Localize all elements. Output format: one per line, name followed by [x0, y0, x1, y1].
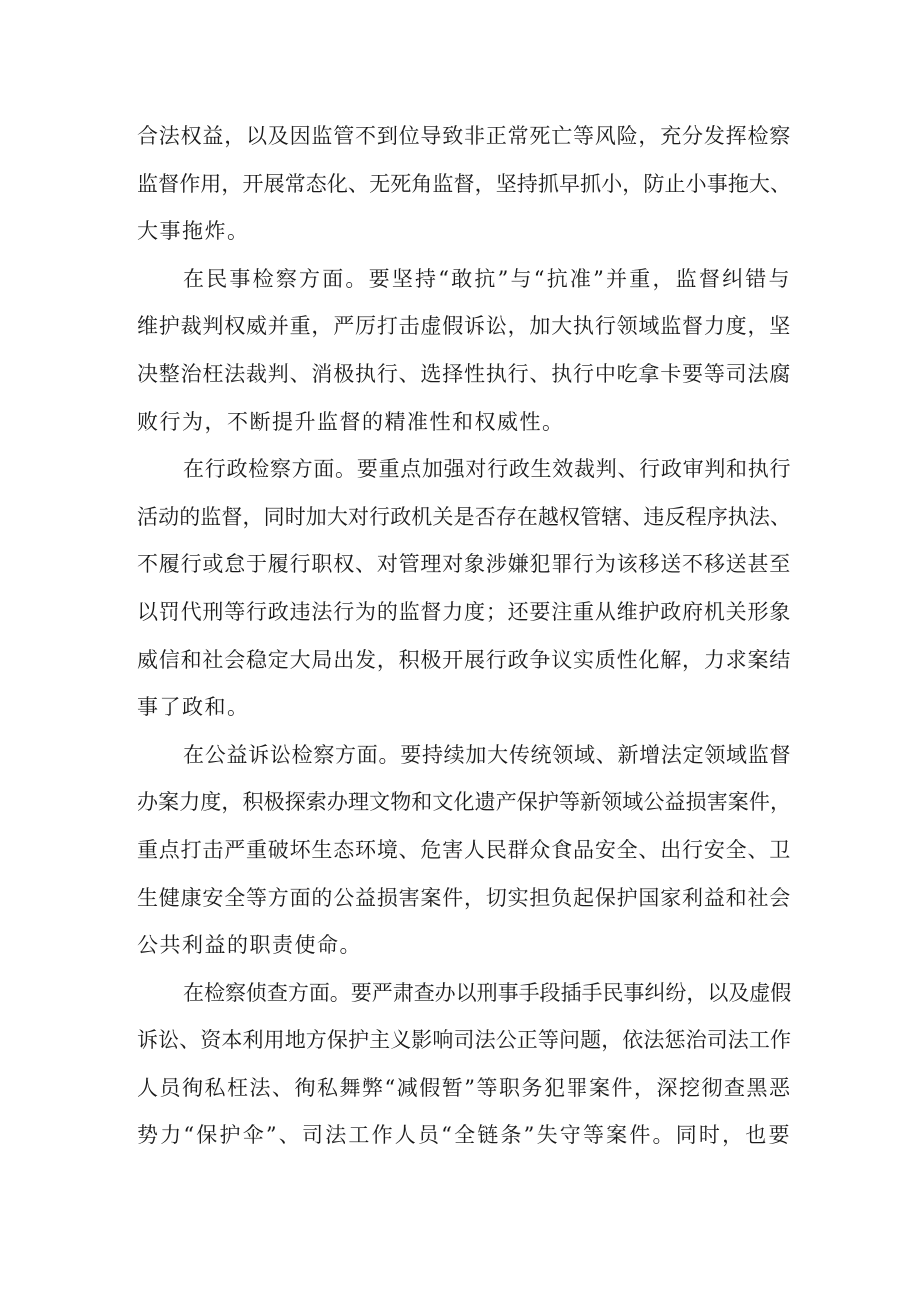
- text-line: 在民事检察方面。要坚持“敢抗”与“抗准”并重，监督纠错与: [183, 266, 791, 291]
- text-line: 在公益诉讼检察方面。要持续加大传统领域、新增法定领域监督: [183, 742, 791, 767]
- paragraph-1: [137, 113, 791, 256]
- text-line: 维护裁判权威并重，严厉打击虚假诉讼，加大执行领域监督力度，坚: [137, 314, 791, 339]
- text-line: 生健康安全等方面的公益损害案件，切实担负起保护国家利益和社会: [137, 885, 791, 910]
- text-line: 决整治枉法裁判、消极执行、选择性执行、执行中吃拿卡要等司法腐: [137, 361, 791, 386]
- text-line: 公共利益的职责使命。: [137, 933, 362, 958]
- text-line: 重点打击严重破坏生态环境、危害人民群众食品安全、出行安全、卫: [137, 837, 791, 862]
- text-line: 人员徇私枉法、徇私舞弊“减假暂”等职务犯罪案件，深挖彻查黑恶: [137, 1075, 792, 1100]
- text-line: 监督作用，开展常态化、无死角监督，坚持抓早抓小，防止小事拖大、: [137, 171, 791, 196]
- paragraph-procuratorial-investigation: [137, 970, 791, 1160]
- text-line: 败行为，不断提升监督的精准性和权威性。: [137, 409, 565, 434]
- text-line: 在检察侦查方面。要严肃查办以刑事手段插手民事纠纷，以及虚假: [183, 980, 791, 1005]
- text-line: 在行政检察方面。要重点加强对行政生效裁判、行政审判和执行: [183, 457, 791, 482]
- text-line: 不履行或怠于履行职权、对管理对象涉嫌犯罪行为该移送不移送甚至: [137, 552, 791, 577]
- paragraph-civil-procuratorate: [137, 256, 791, 446]
- text-line: 事了政和。: [137, 695, 250, 720]
- text-line: 以罚代刑等行政违法行为的监督力度；还要注重从维护政府机关形象: [137, 599, 791, 624]
- text-line: 威信和社会稳定大局出发，积极开展行政争议实质性化解，力求案结: [137, 647, 791, 672]
- text-line: 合法权益，以及因监管不到位导致非正常死亡等风险，充分发挥检察: [137, 124, 791, 148]
- text-line: 大事拖炸。: [137, 219, 250, 244]
- text-line: 势力“保护伞”、司法工作人员“全链条”失守等案件。同时，也要: [137, 1123, 791, 1148]
- text-line: 办案力度，积极探索办理文物和文化遗产保护等新领域公益损害案件，: [137, 790, 791, 815]
- paragraph-public-interest-litigation: [137, 732, 791, 970]
- text-line: 活动的监督，同时加大对行政机关是否存在越权管辖、违反程序执法、: [137, 504, 791, 529]
- body-text: [137, 113, 791, 1160]
- text-line: 诉讼、资本利用地方保护主义影响司法公正等问题，依法惩治司法工作: [137, 1028, 791, 1053]
- paragraph-administrative-procuratorate: [137, 446, 791, 732]
